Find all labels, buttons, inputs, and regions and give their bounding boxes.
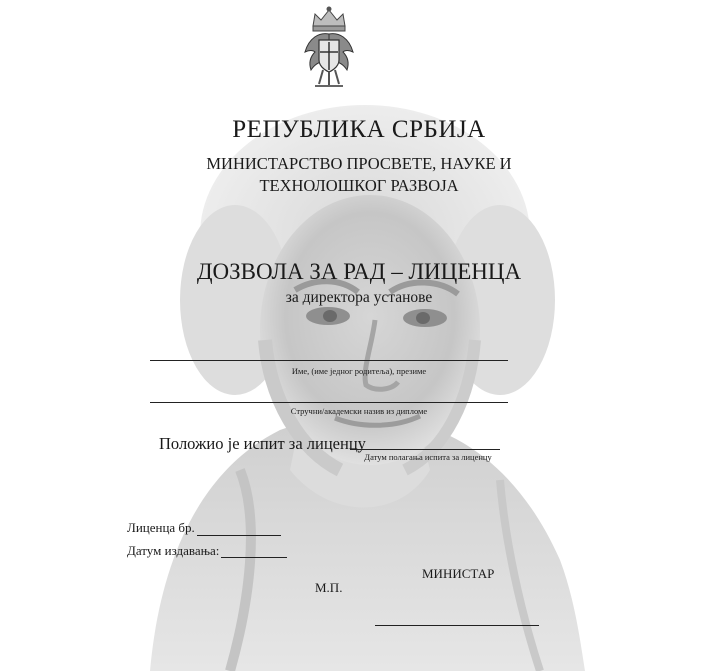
country-name: РЕПУБЛИКА СРБИЈА (232, 116, 486, 143)
ministry-name-line1: МИНИСТАРСТВО ПРОСВЕТЕ, НАУКЕ И (206, 154, 512, 173)
exam-date-field-line[interactable] (350, 449, 500, 450)
exam-label: Положио је испит за лиценцу (159, 434, 366, 453)
document-title: ДОЗВОЛА ЗА РАД – ЛИЦЕНЦА (196, 259, 522, 284)
coat-of-arms-icon (301, 4, 357, 90)
title-field-caption: Стручни/академски назив из дипломе (290, 406, 428, 416)
name-field-caption: Име, (име једног родитеља), презиме (291, 366, 427, 376)
issue-date-field-line[interactable] (221, 557, 287, 558)
signature-line[interactable] (375, 625, 539, 626)
document-subtitle: за директора установе (285, 289, 433, 306)
name-field-line[interactable] (150, 360, 508, 361)
license-number-label: Лиценца бр. (127, 520, 195, 535)
license-number-field-line[interactable] (197, 535, 281, 536)
ministry-name-line2: ТЕХНОЛОШКОГ РАЗВОЈА (259, 176, 459, 195)
minister-label: МИНИСТАР (422, 566, 495, 581)
exam-date-caption: Датум полагања испита за лиценцу (364, 452, 492, 462)
issue-date-label: Датум издавања: (127, 543, 220, 558)
title-field-line[interactable] (150, 402, 508, 403)
seal-label: М.П. (315, 580, 343, 595)
